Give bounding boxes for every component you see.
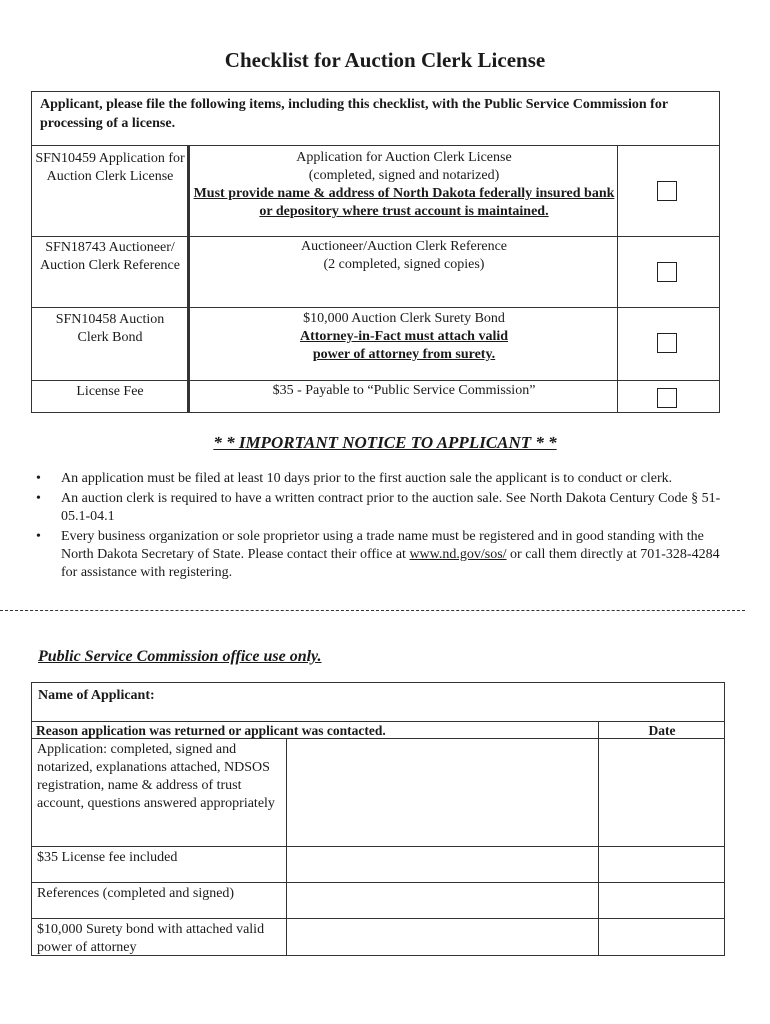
item-detail: (completed, signed and notarized) <box>308 168 500 183</box>
office-row-label: References (completed and signed) <box>37 886 235 901</box>
row-divider <box>32 721 724 722</box>
office-use-table <box>31 682 725 956</box>
column-divider <box>187 146 190 413</box>
notice-text: Every business organization or sole proprietor using a trade name must be registered and in good standing with the North Dakota Secretary of State. Please contact their office at <box>61 529 704 562</box>
checklist-table <box>31 91 720 413</box>
item-description <box>192 149 616 221</box>
checkbox-application[interactable] <box>657 181 677 201</box>
notice-title: * * IMPORTANT NOTICE TO APPLICANT * * <box>213 433 557 452</box>
date-header: Date <box>648 723 676 738</box>
office-use-heading: Public Service Commission office use only. <box>38 648 322 665</box>
sos-link[interactable]: www.nd.gov/sos/ <box>409 547 507 562</box>
office-row-label: $10,000 Surety bond with attached valid power of attorney <box>37 922 265 955</box>
item-description: $35 - Payable to “Public Service Commission” <box>272 383 536 398</box>
page-title: Checklist for Auction Clerk License <box>224 48 546 72</box>
row-divider <box>32 918 724 919</box>
item-detail: (2 completed, signed copies) <box>323 257 485 272</box>
item-description <box>192 310 616 364</box>
applicant-name-label: Name of Applicant: <box>38 688 155 703</box>
row-divider <box>32 307 719 308</box>
checkbox-reference[interactable] <box>657 262 677 282</box>
column-divider <box>598 721 599 956</box>
notice-item <box>36 528 726 582</box>
form-name: License Fee <box>76 384 144 399</box>
cut-line-divider <box>0 610 745 611</box>
item-requirement: Must provide name & address of North Dakota federally insured bank or depository where trust account is maintained. <box>193 186 615 219</box>
item-requirement: Attorney-in-Fact must attach valid power of attorney from surety. <box>299 329 509 362</box>
item-title: $10,000 Auction Clerk Surety Bond <box>303 311 505 326</box>
checklist-instruction: Applicant, please file the following items, including this checklist, with the Public Service Commission for processing of a license. <box>32 92 719 146</box>
reason-header: Reason application was returned or applicant was contacted. <box>36 723 386 738</box>
office-row-label: Application: completed, signed and notarized, explanations attached, NDSOS registration, name & address of trust account, questions answered appropriately <box>37 742 275 811</box>
important-notice-heading <box>0 433 770 453</box>
item-title: Application for Auction Clerk License <box>296 150 512 165</box>
notice-list <box>36 470 726 584</box>
office-row-label: $35 License fee included <box>37 850 178 865</box>
notice-text: or call them directly at 701-328-4284 for assistance with registering. <box>61 547 720 580</box>
row-divider <box>32 846 724 847</box>
checkbox-fee[interactable] <box>657 388 677 408</box>
item-description <box>192 238 616 274</box>
row-divider <box>32 236 719 237</box>
column-divider <box>617 146 618 413</box>
form-name: SFN18743 Auctioneer/ Auction Clerk Reference <box>40 240 180 273</box>
checkbox-bond[interactable] <box>657 333 677 353</box>
notice-item: • An application must be filed at least 10 days prior to the first auction sale the applicant is to conduct or clerk. <box>36 470 726 488</box>
row-divider <box>32 380 719 381</box>
form-name: SFN10459 Application for Auction Clerk License <box>35 151 185 184</box>
column-divider <box>286 738 287 956</box>
row-divider <box>32 882 724 883</box>
notice-item: • An auction clerk is required to have a written contract prior to the auction sale. See North Dakota Century Code § 51-05.1-04.1 <box>36 490 726 526</box>
item-title: Auctioneer/Auction Clerk Reference <box>300 239 508 254</box>
form-name: SFN10458 Auction Clerk Bond <box>55 312 165 345</box>
